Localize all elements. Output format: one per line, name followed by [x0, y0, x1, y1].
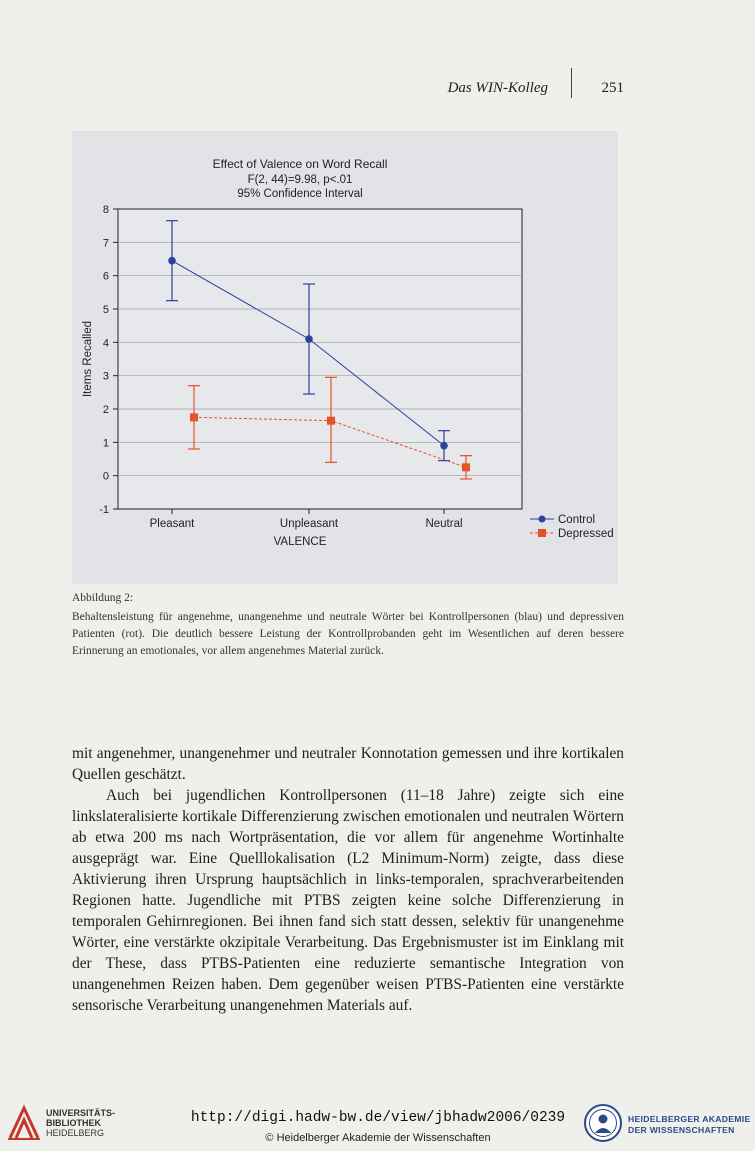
chart-subtitle: F(2, 44)=9.98, p<.01 — [247, 174, 353, 186]
library-name-line: UNIVERSITÄTS- — [46, 1108, 116, 1118]
academy-name-line: DER WISSENSCHAFTEN — [628, 1125, 735, 1135]
data-point — [327, 417, 335, 425]
x-tick-label: Unpleasant — [279, 518, 339, 530]
library-name — [46, 1108, 156, 1138]
legend-marker — [539, 516, 546, 523]
x-tick-label: Pleasant — [149, 518, 195, 530]
recall-chart — [72, 131, 618, 584]
data-point — [440, 442, 448, 450]
library-name-line: HEIDELBERG — [46, 1128, 105, 1138]
x-tick-label: Neutral — [425, 518, 463, 530]
body-text — [72, 743, 624, 1016]
data-point — [462, 463, 470, 471]
document-url-link[interactable]: http://digi.hadw-bw.de/view/jbhadw2006/0239 — [190, 1110, 566, 1126]
y-tick-label: 2 — [102, 404, 109, 416]
academy-seal-icon — [583, 1103, 623, 1143]
legend-marker — [538, 529, 546, 537]
header-rule — [571, 68, 572, 98]
library-logo-icon — [6, 1102, 42, 1142]
copyright-notice: © Heidelberger Akademie der Wissenschaften — [265, 1132, 491, 1144]
x-axis-label: VALENCE — [273, 536, 327, 548]
data-point — [190, 413, 198, 421]
y-axis-label: Items Recalled — [82, 320, 94, 398]
y-tick-label: 3 — [102, 370, 109, 383]
running-title: Das WIN-Kolleg — [447, 80, 548, 96]
data-point — [305, 335, 313, 343]
figure-panel — [72, 131, 618, 584]
y-tick-label: -1 — [99, 504, 109, 516]
library-name-line: BIBLIOTHEK — [46, 1118, 101, 1128]
legend-label: Depressed — [558, 528, 614, 540]
academy-name-line: HEIDELBERGER AKADEMIE — [628, 1114, 751, 1124]
plot-area — [118, 209, 522, 509]
y-tick-label: 4 — [102, 337, 109, 350]
page-number: 251 — [601, 80, 624, 96]
chart-subtitle: 95% Confidence Interval — [237, 188, 363, 200]
y-tick-label: 5 — [102, 304, 109, 316]
y-tick-label: 6 — [102, 270, 109, 283]
data-point — [168, 257, 176, 265]
paragraph: Auch bei jugendlichen Kontrollpersonen (11–18 Jahre) zeigte sich eine linkslateralisierte kortikale Differenzierung zwischen emotionalen und neutralen Wörtern ab etwa 200 ms nach Wortpräsentation, die vor allem für angenehme Wortinhalte ausgeprägt war. Eine Quelllokalisation (L2 Minimum-Norm) zeigte, dass diese Aktivierung ihren Ursprung hauptsächlich in links-temporalen, sprachverarbeitenden Regionen hatte. Jugendliche mit PTBS zeigten keine solche Differenzierung in temporalen Gehirnregionen. Bei ihnen fand sich statt dessen, selektiv für unangenehme Wörter, eine verstärkte okzipitale Verarbeitung. Das Ergebnismuster ist im Einklang mit der These, dass PTBS-Patienten eine reduzierte semantische Integration von unangenehmen Reizen haben. Dem gegenüber weisen PTBS-Patienten eine verstärkte sensorische Verarbeitung unangenehmen Materials auf. — [72, 787, 624, 1014]
paragraph: mit angenehmer, unangenehmer und neutraler Konnotation gemessen und ihre kortikalen Quellen geschätzt. — [72, 745, 624, 783]
y-tick-label: 1 — [102, 437, 109, 450]
chart-title: Effect of Valence on Word Recall — [212, 157, 388, 171]
y-tick-label: 7 — [102, 237, 109, 250]
academy-name — [628, 1114, 753, 1136]
y-tick-label: 8 — [102, 204, 109, 216]
legend-label: Control — [558, 514, 596, 526]
y-tick-label: 0 — [102, 470, 109, 483]
caption-text: Behaltensleistung für angenehme, unangenehme und neutrale Wörter bei Kontrollpersonen (blau) und depressiven Patienten (rot). Die deutlich bessere Leistung der Kontrollprobanden geht im Wesentlichen auf deren bessere Erinnerung an emotionales, vor allem angenehmes Material zurück. — [72, 611, 624, 657]
caption-label: Abbildung 2: — [72, 592, 134, 604]
